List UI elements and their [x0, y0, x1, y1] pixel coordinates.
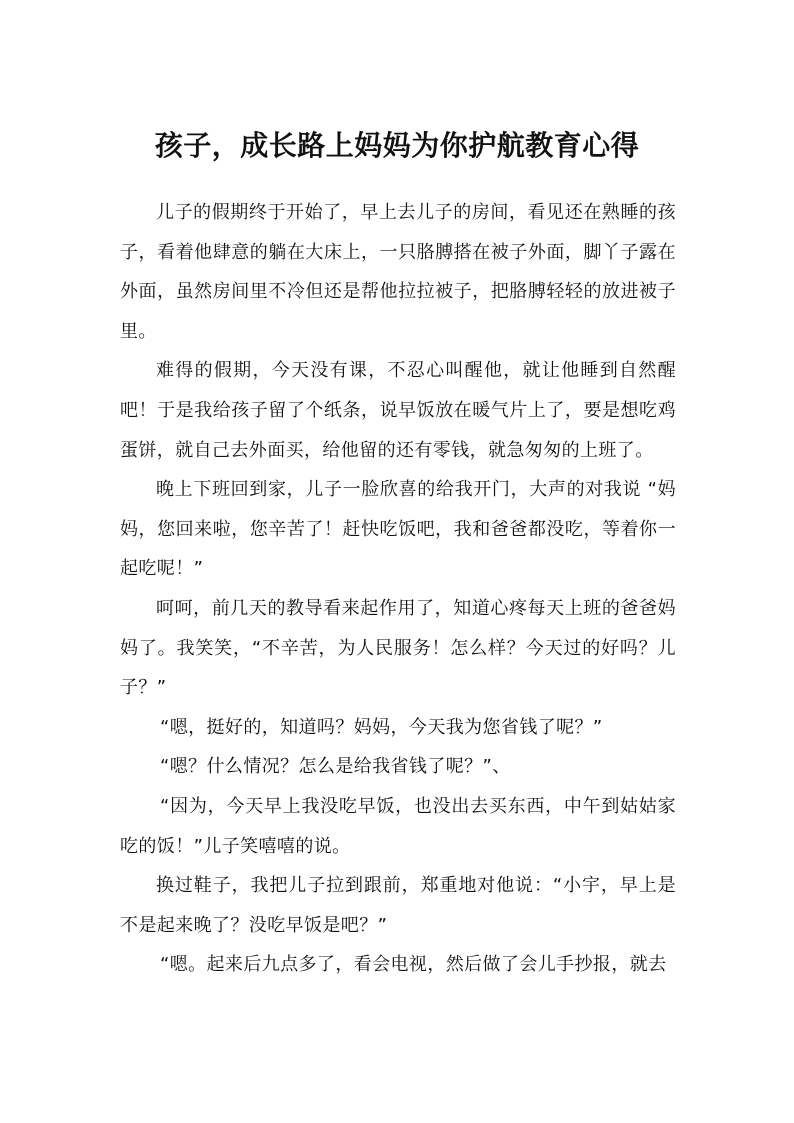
paragraph: “因为，今天早上我没吃早饭，也没出去买东西，中午到姑姑家吃的饭！”儿子笑嘻嘻的说。	[120, 795, 676, 857]
paragraph: “嗯，挺好的，知道吗？妈妈，今天我为您省钱了呢？”	[160, 716, 603, 738]
paragraph: 儿子的假期终于开始了，早上去儿子的房间，看见还在熟睡的孩子，看着他肆意的躺在大床上，一只胳膊搭在被子外面，脚丫子露在外面，虽然房间里不冷但还是帮他拉拉被子，把胳膊轻轻的放进被子里。	[120, 202, 676, 342]
paragraph: “嗯。起来后九点多了，看会电视，然后做了会儿手抄报，就去	[160, 954, 667, 976]
paragraph: “嗯？什么情况？怎么是给我省钱了呢？”、	[160, 756, 511, 778]
paragraph: 换过鞋子，我把儿子拉到跟前，郑重地对他说：“小宇，早上是不是起来晚了？没吃早饭是吧？”	[120, 875, 676, 936]
document-body	[120, 193, 676, 985]
paragraph: 呵呵，前几天的教导看来起作用了，知道心疼每天上班的爸爸妈妈了。我笑笑，“不辛苦，为人民服务！怎么样？今天过的好吗？儿子？”	[120, 597, 676, 699]
document-title: 孩子，成长路上妈妈为你护航教育心得	[154, 129, 640, 162]
paragraph: 晚上下班回到家，儿子一脸欣喜的给我开门，大声的对我说 “妈妈，您回来啦，您辛苦了！赶快吃饭吧，我和爸爸都没吃，等着你一起吃呢！”	[120, 479, 676, 580]
paragraph: 难得的假期，今天没有课，不忍心叫醒他，就让他睡到自然醒吧！于是我给孩子留了个纸条，说早饭放在暖气片上了，要是想吃鸡蛋饼，就自己去外面买，给他留的还有零钱，就急匆匆的上班了。	[120, 360, 676, 461]
